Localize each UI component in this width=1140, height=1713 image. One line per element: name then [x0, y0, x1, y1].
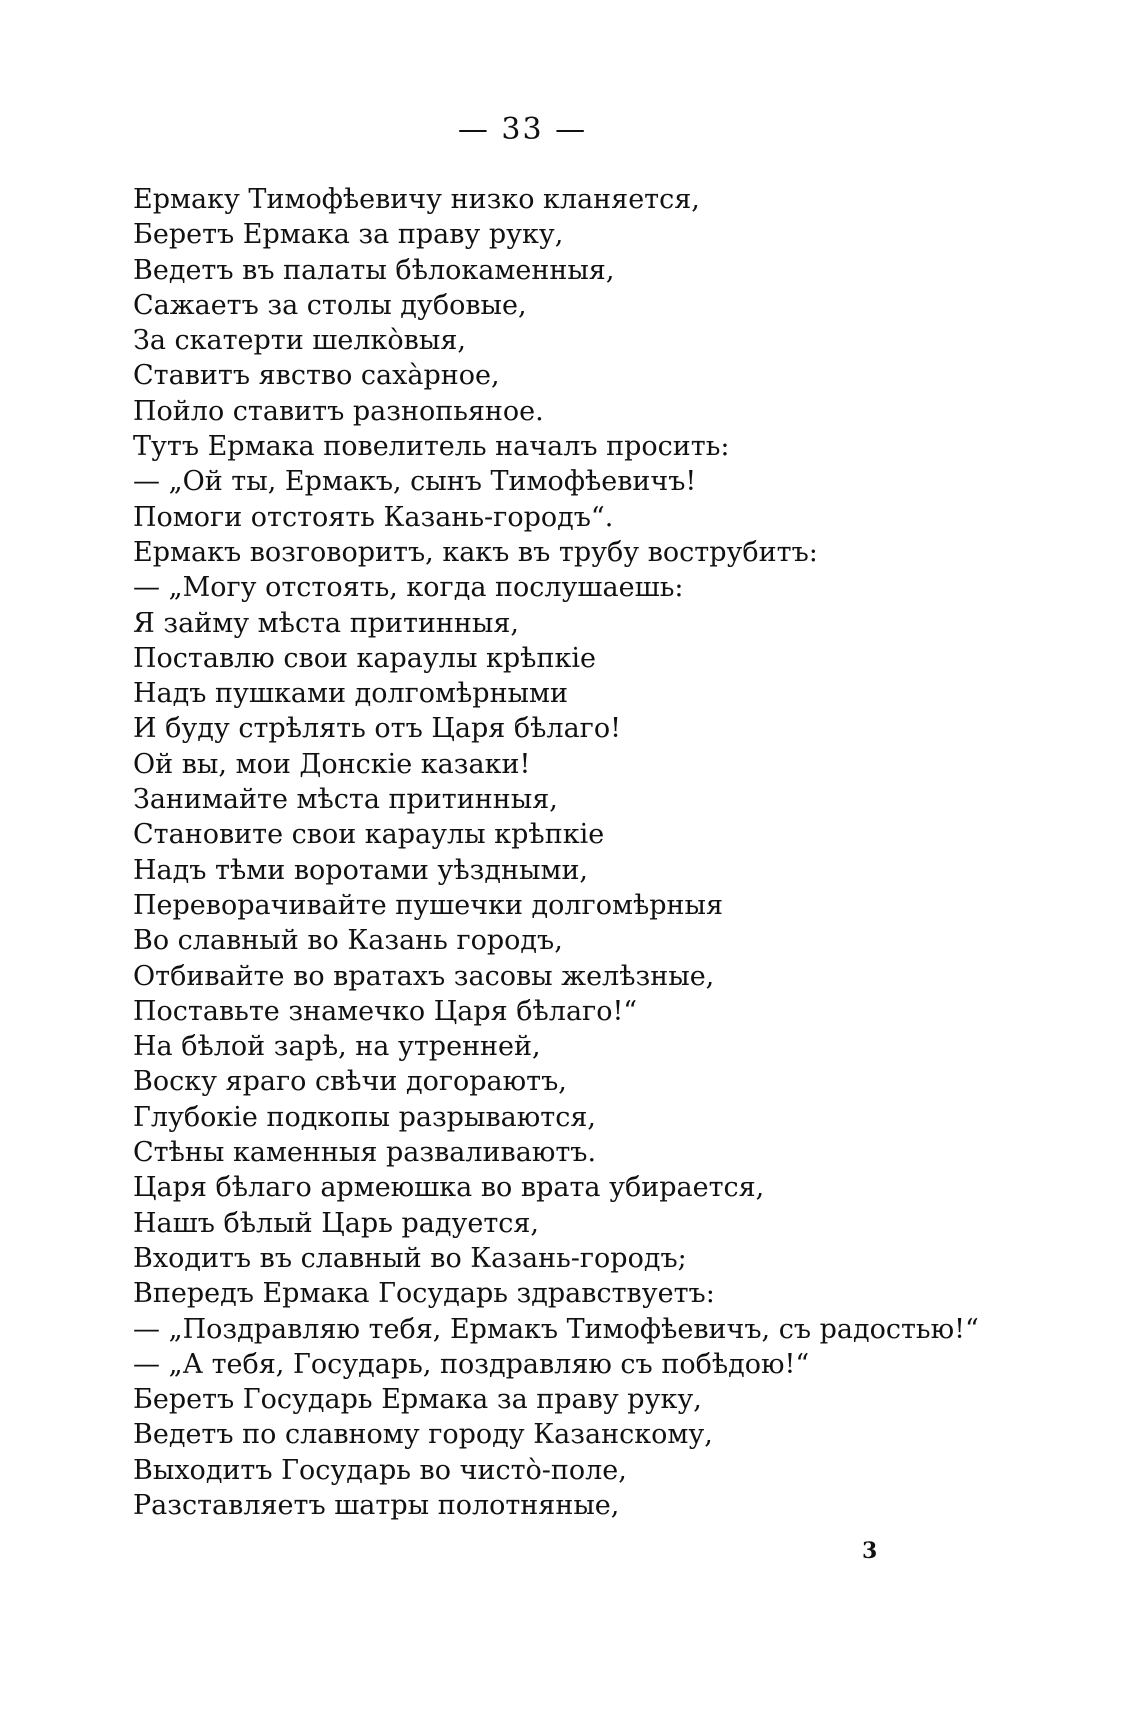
verse-line: Отбивайте во вратахъ засовы желѣзные, — [133, 960, 715, 992]
verse-line: Царя бѣлаго армеюшка во врата убирается, — [133, 1172, 765, 1204]
verse-line: Ермаку Тимофѣевичу низко кланяется, — [133, 184, 700, 215]
signature-mark: 3 — [862, 1538, 878, 1564]
verse-line: Надъ тѣми воротами уѣздными, — [133, 854, 589, 886]
verse-line: — „Поздравляю тебя, Ермакъ Тимофѣевичъ, съ радостью!“ — [133, 1313, 979, 1345]
verse-line: Я займу мѣста притинныя, — [133, 607, 520, 639]
verse-line: Помоги отстоять Казань-городъ“. — [133, 501, 614, 533]
verse-line: Ведетъ въ палаты бѣлокаменныя, — [133, 254, 615, 286]
verse-line: Надъ пушками долгомѣрными — [133, 678, 569, 710]
verse-line: Ермакъ возговоритъ, какъ въ трубу вострубитъ: — [133, 536, 818, 568]
verse-line: Ставитъ явство саха̀рное, — [133, 360, 500, 392]
verse-line: Сажаетъ за столы дубовые, — [133, 289, 527, 321]
verse-line: — „Ой ты, Ермакъ, сынъ Тимофѣевичъ! — [133, 466, 697, 498]
verse-line: Глубокіе подкопы разрываются, — [133, 1101, 596, 1133]
verse-line: Ой вы, мои Донскіе казаки! — [133, 748, 531, 780]
verse-line: Выходитъ Государь во чисто̀-поле, — [133, 1454, 627, 1486]
verse-line: Беретъ Государь Ермака за праву руку, — [133, 1384, 702, 1416]
verse-line: Нашъ бѣлый Царь радуется, — [133, 1207, 540, 1239]
poem-text — [133, 182, 979, 1523]
verse-line: Ведетъ по славному городу Казанскому, — [133, 1419, 713, 1451]
verse-line: Во славный во Казань городъ, — [133, 925, 563, 957]
verse-line: Занимайте мѣста притинныя, — [133, 784, 558, 816]
verse-line: Переворачивайте пушечки долгомѣрныя — [133, 889, 724, 921]
verse-line: Стѣны каменныя разваливаютъ. — [133, 1137, 597, 1169]
page-number: — 33 — — [457, 112, 588, 147]
verse-line: Поставлю свои караулы крѣпкіе — [133, 642, 596, 674]
verse-line: Беретъ Ермака за праву руку, — [133, 219, 564, 251]
verse-line: На бѣлой зарѣ, на утренней, — [133, 1031, 541, 1063]
verse-line: Становите свои караулы крѣпкіе — [133, 819, 605, 851]
verse-line: Входитъ въ славный во Казань-городъ; — [133, 1242, 687, 1274]
verse-line: — „Могу отстоять, когда послушаешь: — [133, 572, 684, 604]
verse-line: Воску яраго свѣчи догораютъ, — [133, 1066, 567, 1098]
verse-line: — „А тебя, Государь, поздравляю съ побѣдою!“ — [133, 1348, 810, 1380]
verse-line: Поставьте знамечко Царя бѣлаго!“ — [133, 995, 638, 1027]
verse-line: Разставляетъ шатры полотняные, — [133, 1489, 620, 1521]
verse-line: Впередъ Ермака Государь здравствуетъ: — [133, 1278, 715, 1310]
verse-line: И буду стрѣлять отъ Царя бѣлаго! — [133, 713, 621, 745]
verse-line: За скатерти шелко̀выя, — [133, 325, 466, 357]
verse-line: Пойло ставитъ разнопьяное. — [133, 395, 544, 427]
verse-line: Тутъ Ермака повелитель началъ просить: — [133, 431, 730, 463]
